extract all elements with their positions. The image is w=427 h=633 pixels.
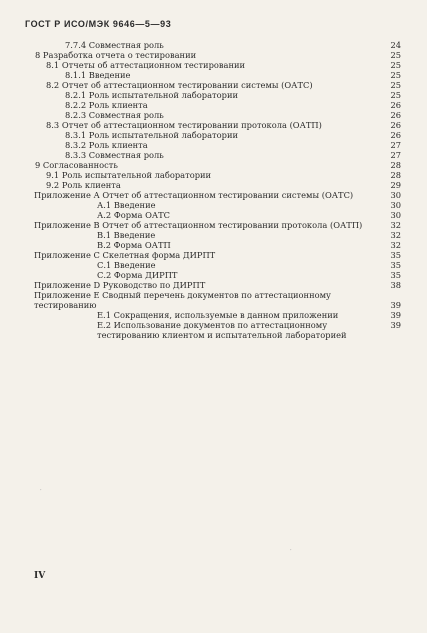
toc-entry-title: Приложение D Руководство по ДИРПТ <box>34 280 206 290</box>
toc-entry-page: 39 <box>390 320 401 330</box>
toc-entry <box>46 120 401 130</box>
toc-entry-title: Приложение А Отчет об аттестационном тестировании системы (ОАТС) <box>34 190 354 200</box>
toc-entry-title: А.2 Форма ОАТС <box>97 210 171 220</box>
toc-entry <box>65 40 401 50</box>
toc-entry-title: Приложение В Отчет об аттестационном тестировании протокола (ОАТП) <box>34 220 363 230</box>
toc-entry-page: 25 <box>390 80 401 90</box>
toc-entry-page: 35 <box>390 250 401 260</box>
toc-entry-page: 35 <box>390 260 401 270</box>
toc-entry <box>97 210 401 220</box>
toc-entry-title: 8.3.3 Совместная роль <box>65 150 164 160</box>
toc-entry <box>65 150 401 160</box>
toc-entry-page: 26 <box>390 110 401 120</box>
toc-entry-page: 25 <box>390 50 401 60</box>
toc-entry <box>65 140 401 150</box>
toc-entry-page: 32 <box>390 230 401 240</box>
toc-entry-page: 39 <box>390 300 401 310</box>
toc-entry-title: 8.2.2 Роль клиента <box>65 100 148 110</box>
toc-entry <box>97 200 401 210</box>
document-header: ГОСТ Р ИСО/МЭК 9646—5—93 <box>25 19 172 29</box>
toc-entry-page: 32 <box>390 220 401 230</box>
toc-entry-title: 9.2 Роль клиента <box>46 180 121 190</box>
toc-entry <box>46 60 401 70</box>
toc-entry-page: 35 <box>390 270 401 280</box>
toc-entry-title: С.2 Форма ДИРПТ <box>97 270 178 280</box>
toc-entry-title: 8.2.1 Роль испытательной лаборатории <box>65 90 238 100</box>
toc-entry <box>65 130 401 140</box>
toc-entry <box>34 290 401 310</box>
toc-entry-title: А.1 Введение <box>97 200 156 210</box>
toc-entry-page: 28 <box>390 160 401 170</box>
toc-entry-page: 32 <box>390 240 401 250</box>
toc-entry-title: 8.2 Отчет об аттестационном тестировании системы (ОАТС) <box>46 80 313 90</box>
toc-entry <box>97 270 401 280</box>
toc-entry-page: 30 <box>390 210 401 220</box>
toc-entry-page: 39 <box>390 310 401 320</box>
toc-entry-title: С.1 Введение <box>97 260 156 270</box>
toc-entry <box>34 190 401 200</box>
toc-entry <box>65 70 401 80</box>
toc-entry-title: 8 Разработка отчета о тестировании <box>35 50 197 60</box>
toc-entry-title: Приложение С Скелетная форма ДИРПТ <box>34 250 216 260</box>
toc-entry-title: Е.1 Сокращения, используемые в данном приложении <box>97 310 339 320</box>
toc-entry <box>65 110 401 120</box>
toc-entry-page: 25 <box>390 90 401 100</box>
toc-entry-title: В.2 Форма ОАТП <box>97 240 171 250</box>
toc-entry-title: 8.1.1 Введение <box>65 70 131 80</box>
toc-entry <box>35 160 401 170</box>
toc-entry-page: 29 <box>390 180 401 190</box>
toc-entry-title: В.1 Введение <box>97 230 156 240</box>
toc-entry-page: 26 <box>390 100 401 110</box>
toc-entry-page: 27 <box>390 150 401 160</box>
toc-entry <box>65 90 401 100</box>
toc-entry-page: 27 <box>390 140 401 150</box>
toc-entry-page: 28 <box>390 170 401 180</box>
toc-entry <box>34 280 401 290</box>
toc-entry-title: Приложение Е Сводный перечень документов по аттестационному тестированию <box>34 290 331 310</box>
scan-speck: ⸱ <box>40 487 42 494</box>
toc-entry <box>97 260 401 270</box>
scan-speck: ⸱ <box>290 547 292 554</box>
toc-entry-title: 9 Согласованность <box>35 160 118 170</box>
toc-entry-title: 8.3 Отчет об аттестационном тестировании протокола (ОАТП) <box>46 120 322 130</box>
toc-entry <box>34 220 401 230</box>
toc-entry-page: 25 <box>390 60 401 70</box>
toc-entry-title: 7.7.4 Совместная роль <box>65 40 164 50</box>
toc-entry <box>34 250 401 260</box>
toc-entry <box>97 230 401 240</box>
toc-entry <box>97 320 401 340</box>
toc-entry-page: 30 <box>390 200 401 210</box>
toc-entry-title: Е.2 Использование документов по аттестационному тестированию клиентом и испытательной лабораторией <box>97 320 347 340</box>
toc-entry <box>46 80 401 90</box>
toc-entry-title: 9.1 Роль испытательной лаборатории <box>46 170 212 180</box>
toc-entry <box>65 100 401 110</box>
toc-entry <box>97 310 401 320</box>
toc-entry <box>35 50 401 60</box>
toc-entry-title: 8.3.1 Роль испытательной лаборатории <box>65 130 238 140</box>
toc-entry-title: 8.2.3 Совместная роль <box>65 110 164 120</box>
toc-entry-page: 24 <box>390 40 401 50</box>
toc-entry <box>46 180 401 190</box>
toc-entry-title: 8.3.2 Роль клиента <box>65 140 148 150</box>
toc-entry-page: 26 <box>390 120 401 130</box>
toc-entry-page: 38 <box>390 280 401 290</box>
toc-entry-page: 30 <box>390 190 401 200</box>
toc-entry <box>46 170 401 180</box>
toc-entry-page: 26 <box>390 130 401 140</box>
toc-entry-title: 8.1 Отчеты об аттестационном тестировании <box>46 60 246 70</box>
toc-entry <box>97 240 401 250</box>
toc-entry-page: 25 <box>390 70 401 80</box>
page-number-roman: IV <box>34 571 46 581</box>
